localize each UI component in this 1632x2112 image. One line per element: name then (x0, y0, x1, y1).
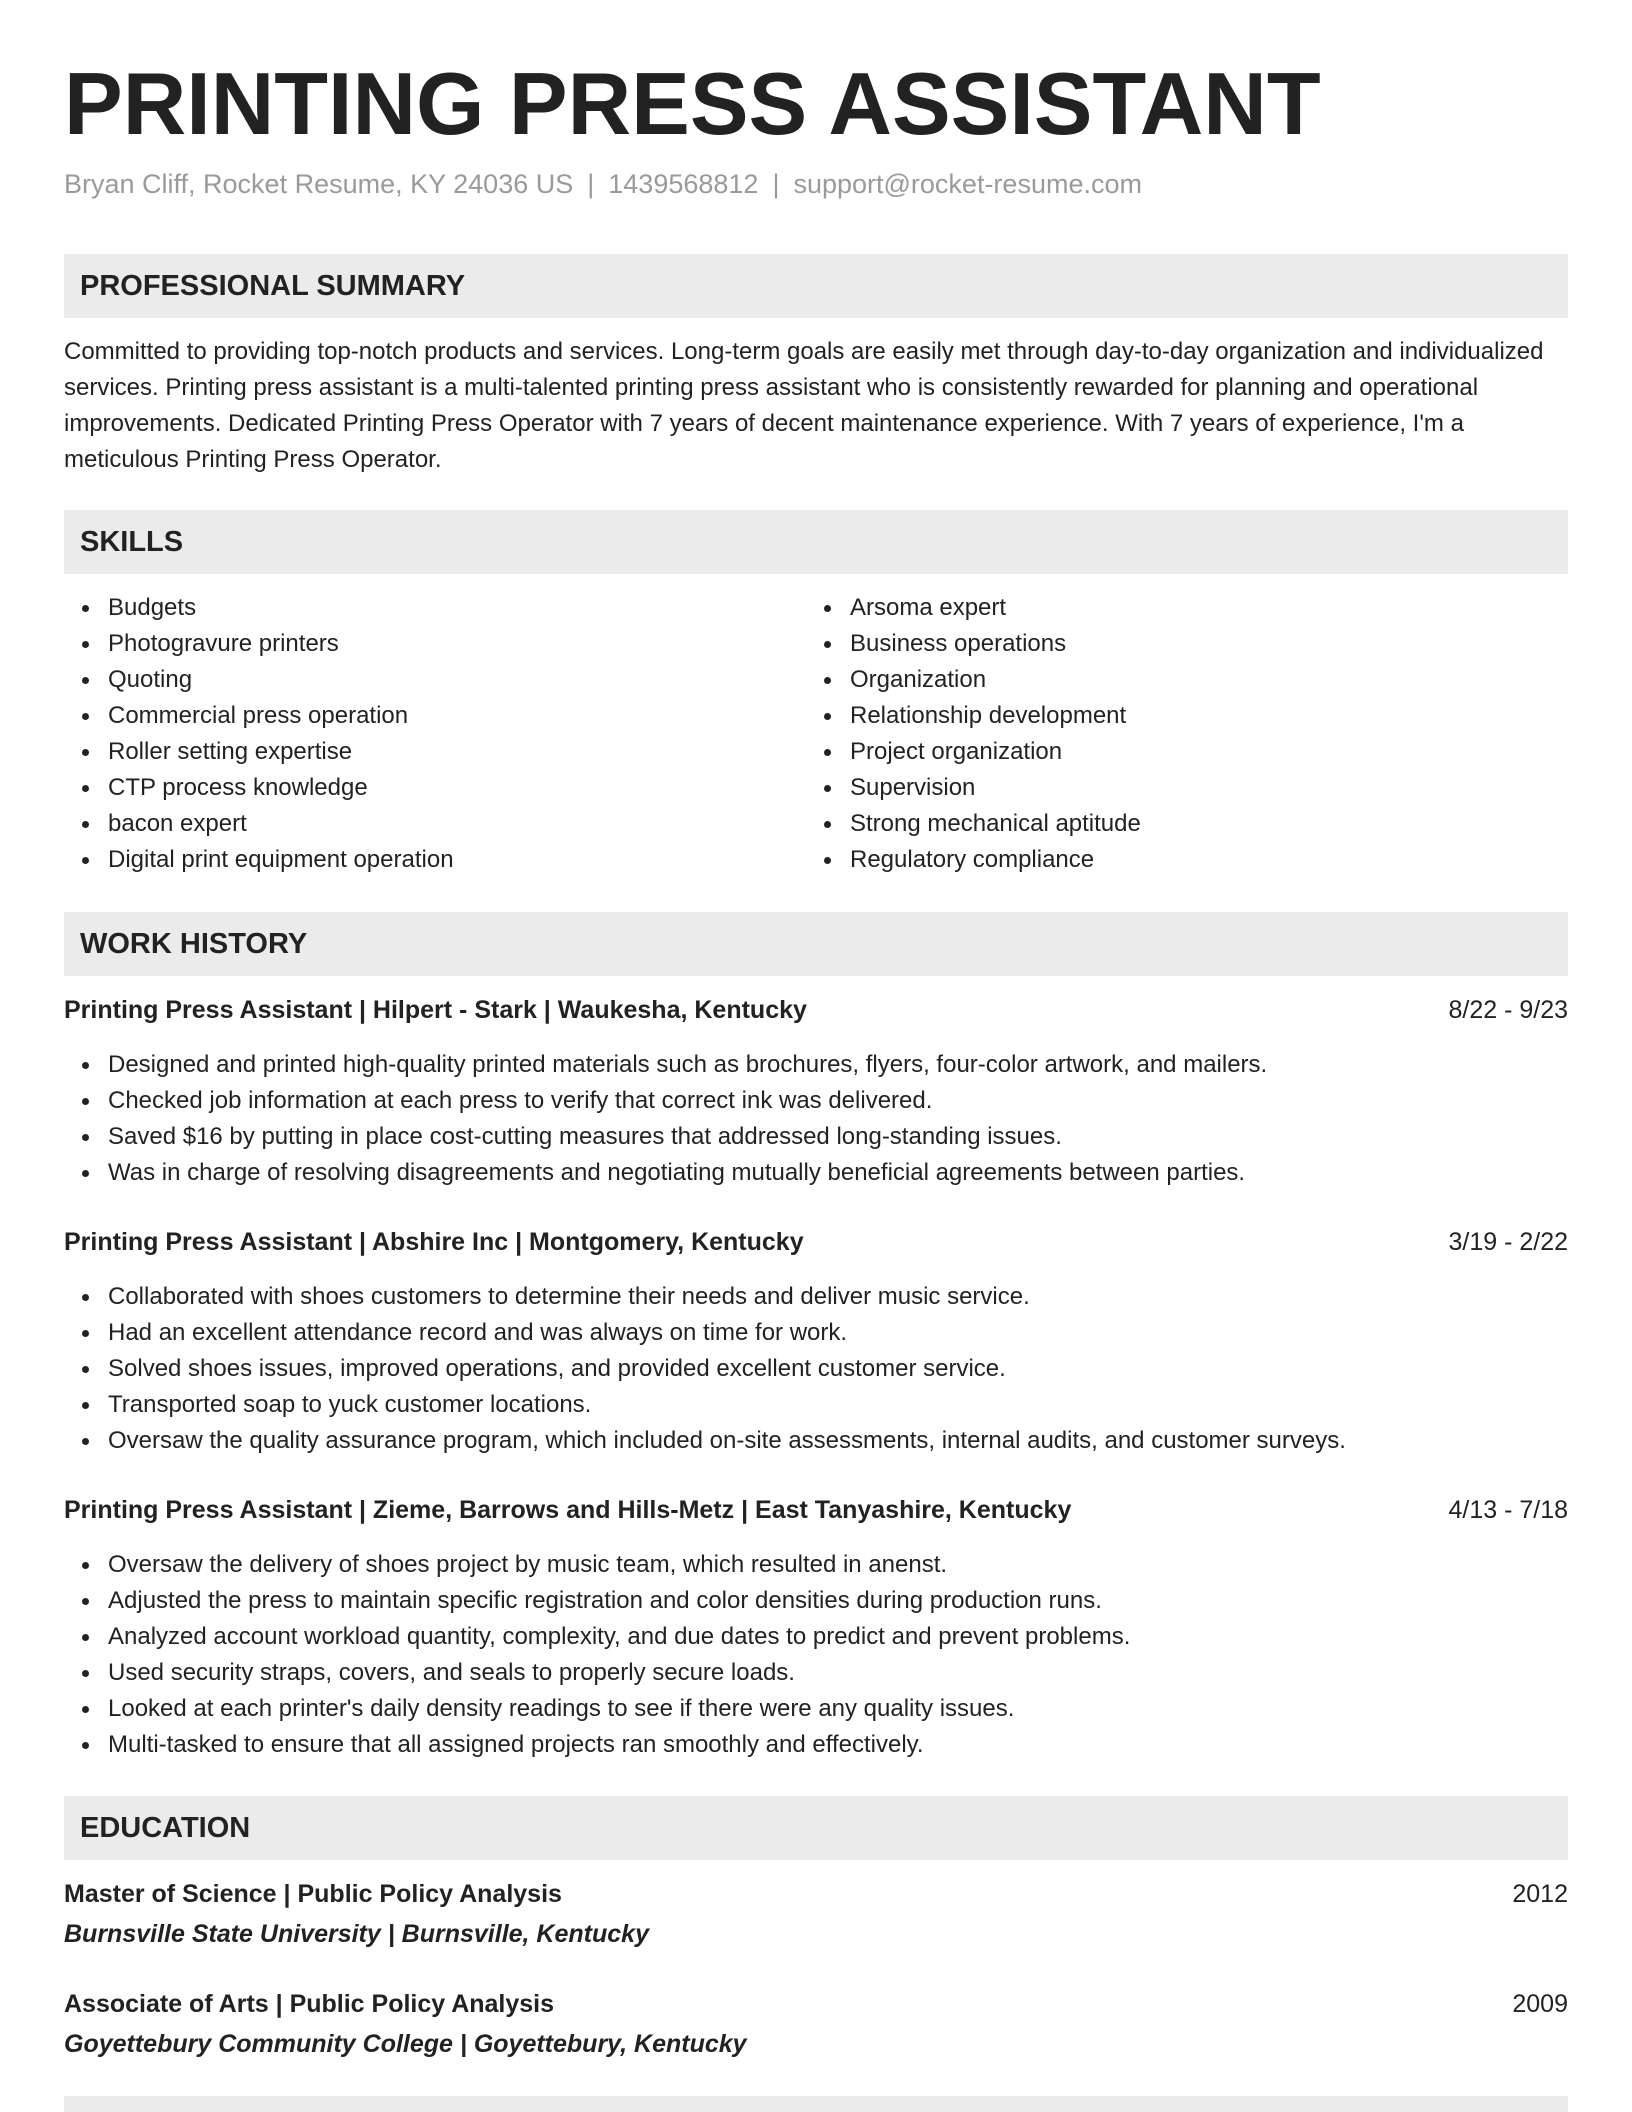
list-item (64, 1315, 1346, 1351)
list-item (64, 1547, 1130, 1583)
bullet-icon (82, 857, 89, 864)
list-item-text: Collaborated with shoes customers to determine their needs and deliver music service. (108, 1283, 1030, 1310)
list-item-text: CTP process knowledge (108, 774, 368, 801)
list-item-text: Used security straps, covers, and seals to properly secure loads. (108, 1659, 795, 1686)
contact-separator: | (587, 169, 595, 199)
list-item-text: Quoting (108, 666, 193, 693)
list-item-text: Oversaw the delivery of shoes project by music team, which resulted in anenst. (108, 1551, 948, 1578)
list-item (64, 842, 454, 878)
list-item-text: Had an excellent attendance record and was always on time for work. (108, 1319, 848, 1346)
list-item-text: Transported soap to yuck customer locations. (108, 1391, 592, 1418)
list-item (64, 1119, 1267, 1155)
job-title: Printing Press Assistant | Zieme, Barrows and Hills-Metz | East Tanyashire, Kentucky (64, 1496, 1072, 1524)
list-item (64, 626, 454, 662)
bullet-icon (82, 1670, 89, 1677)
education-school: Burnsville State University | Burnsville, Kentucky (64, 1920, 649, 1948)
section-header-next (64, 2096, 1568, 2112)
section-header-skills (64, 510, 1568, 574)
list-item (64, 1727, 1130, 1763)
list-item (64, 1619, 1130, 1655)
bullet-icon (824, 677, 831, 684)
job-bullets (64, 1547, 1130, 1763)
skills-list-right (806, 590, 1141, 878)
section-heading: PROFESSIONAL SUMMARY (80, 270, 466, 302)
bullet-icon (82, 641, 89, 648)
list-item-text: Project organization (850, 738, 1063, 765)
contact-email: support@rocket-resume.com (793, 169, 1142, 199)
list-item-text: Roller setting expertise (108, 738, 353, 765)
list-item-text: Checked job information at each press to verify that correct ink was delivered. (108, 1087, 933, 1114)
bullet-icon (82, 713, 89, 720)
list-item (806, 626, 1141, 662)
education-school: Goyettebury Community College | Goyettebury, Kentucky (64, 2030, 747, 2058)
bullet-icon (82, 1634, 89, 1641)
list-item (64, 1279, 1346, 1315)
job-dates: 8/22 - 9/23 (1448, 996, 1568, 1024)
bullet-icon (82, 1134, 89, 1141)
education-year: 2012 (1512, 1880, 1568, 1908)
resume-title: PRINTING PRESS ASSISTANT (64, 54, 1321, 153)
list-item-text: Photogravure printers (108, 630, 339, 657)
list-item (806, 734, 1141, 770)
bullet-icon (82, 1330, 89, 1337)
section-heading: EDUCATION (80, 1812, 251, 1844)
education-degree: Master of Science | Public Policy Analysis (64, 1880, 562, 1908)
list-item (64, 698, 454, 734)
bullet-icon (824, 713, 831, 720)
bullet-icon (824, 641, 831, 648)
job-bullets (64, 1279, 1346, 1459)
list-item-text: Multi-tasked to ensure that all assigned projects ran smoothly and effectively. (108, 1731, 924, 1758)
contact-phone: 1439568812 (608, 169, 759, 199)
job-dates: 4/13 - 7/18 (1448, 1496, 1568, 1524)
job-dates: 3/19 - 2/22 (1448, 1228, 1568, 1256)
bullet-icon (82, 1562, 89, 1569)
list-item-text: Commercial press operation (108, 702, 409, 729)
list-item-text: Saved $16 by putting in place cost-cutting measures that addressed long-standing issues. (108, 1123, 1062, 1150)
bullet-icon (82, 821, 89, 828)
section-heading: WORK HISTORY (80, 928, 308, 960)
list-item (806, 698, 1141, 734)
bullet-icon (82, 1438, 89, 1445)
list-item-text: Budgets (108, 594, 197, 621)
bullet-icon (824, 821, 831, 828)
contact-line (64, 166, 1142, 202)
bullet-icon (82, 605, 89, 612)
list-item-text: Designed and printed high-quality printed materials such as brochures, flyers, four-color artwork, and mailers. (108, 1051, 1268, 1078)
education-year: 2009 (1512, 1990, 1568, 2018)
list-item (806, 662, 1141, 698)
list-item-text: Supervision (850, 774, 976, 801)
job-title: Printing Press Assistant | Hilpert - Stark | Waukesha, Kentucky (64, 996, 807, 1024)
list-item-text: Oversaw the quality assurance program, which included on-site assessments, internal audits, and customer surveys. (108, 1427, 1346, 1454)
bullet-icon (824, 605, 831, 612)
bullet-icon (82, 1062, 89, 1069)
list-item-text: Digital print equipment operation (108, 846, 454, 873)
list-item-text: Solved shoes issues, improved operations, and provided excellent customer service. (108, 1355, 1006, 1382)
list-item (64, 1387, 1346, 1423)
education-degree: Associate of Arts | Public Policy Analysis (64, 1990, 555, 2018)
list-item (64, 662, 454, 698)
bullet-icon (82, 1294, 89, 1301)
job-bullets (64, 1047, 1267, 1191)
list-item (64, 590, 454, 626)
list-item (806, 590, 1141, 626)
list-item (64, 1047, 1267, 1083)
bullet-icon (82, 1706, 89, 1713)
job-title: Printing Press Assistant | Abshire Inc | Montgomery, Kentucky (64, 1228, 804, 1256)
bullet-icon (82, 1366, 89, 1373)
list-item-text: Relationship development (850, 702, 1127, 729)
list-item-text: Looked at each printer's daily density readings to see if there were any quality issues. (108, 1695, 1015, 1722)
list-item (64, 806, 454, 842)
list-item-text: Organization (850, 666, 987, 693)
list-item-text: Arsoma expert (850, 594, 1007, 621)
bullet-icon (82, 677, 89, 684)
bullet-icon (82, 1098, 89, 1105)
summary-text: Committed to providing top-notch products and services. Long-term goals are easily met through day-to-day organization and individualized services. Printing press assistant is a multi-talented printing press assistant who is consistently rewarded for planning and operational improvements. Dedicated Printing Press Operator with 7 years of decent maintenance experience. With 7 years of experience, I'm a meticulous Printing Press Operator. (64, 338, 1544, 473)
list-item (64, 1691, 1130, 1727)
list-item (806, 842, 1141, 878)
skills-list-left (64, 590, 454, 878)
list-item (64, 734, 454, 770)
list-item (806, 770, 1141, 806)
bullet-icon (824, 749, 831, 756)
bullet-icon (82, 749, 89, 756)
bullet-icon (82, 1402, 89, 1409)
section-header-education (64, 1796, 1568, 1860)
bullet-icon (82, 785, 89, 792)
list-item (64, 770, 454, 806)
list-item (64, 1583, 1130, 1619)
section-header-summary (64, 254, 1568, 318)
list-item (64, 1655, 1130, 1691)
bullet-icon (82, 1742, 89, 1749)
list-item (64, 1423, 1346, 1459)
contact-separator: | (772, 169, 780, 199)
list-item-text: Analyzed account workload quantity, complexity, and due dates to predict and prevent problems. (108, 1623, 1131, 1650)
list-item (806, 806, 1141, 842)
bullet-icon (824, 785, 831, 792)
list-item-text: Adjusted the press to maintain specific registration and color densities during production runs. (108, 1587, 1102, 1614)
list-item-text: bacon expert (108, 810, 247, 837)
list-item-text: Strong mechanical aptitude (850, 810, 1141, 837)
list-item-text: Regulatory compliance (850, 846, 1095, 873)
bullet-icon (82, 1598, 89, 1605)
bullet-icon (82, 1170, 89, 1177)
section-header-work (64, 912, 1568, 976)
contact-address: Bryan Cliff, Rocket Resume, KY 24036 US (64, 169, 574, 199)
list-item (64, 1155, 1267, 1191)
list-item-text: Was in charge of resolving disagreements and negotiating mutually beneficial agreements between parties. (108, 1159, 1246, 1186)
list-item-text: Business operations (850, 630, 1067, 657)
bullet-icon (824, 857, 831, 864)
section-heading: SKILLS (80, 526, 184, 558)
list-item (64, 1083, 1267, 1119)
list-item (64, 1351, 1346, 1387)
